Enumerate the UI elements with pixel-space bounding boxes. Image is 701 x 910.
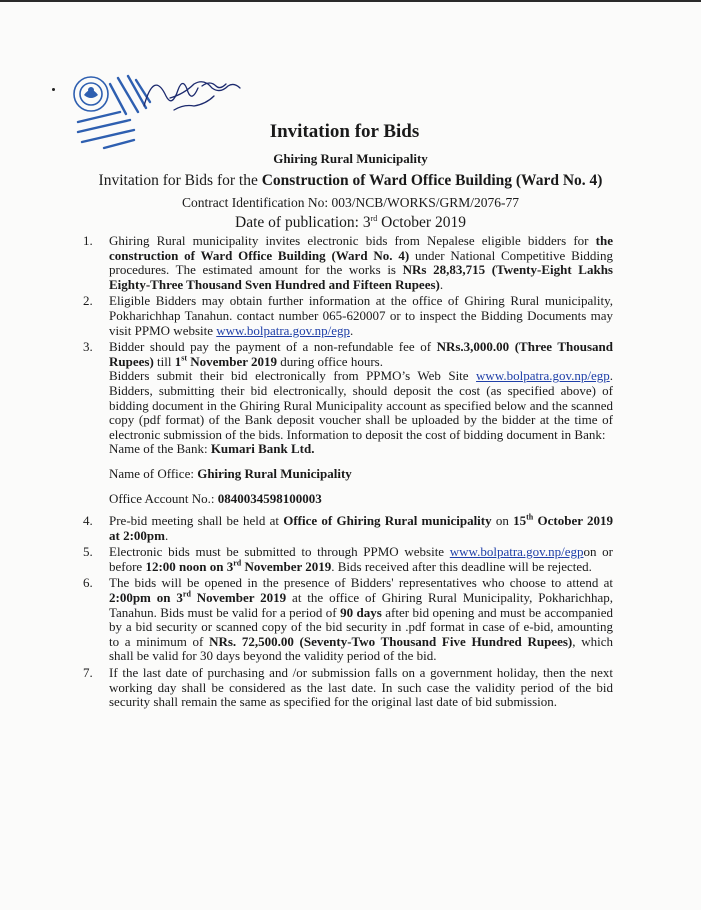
deadline-sup: rd bbox=[233, 558, 242, 568]
item-text: , which shall be valid for 30 days beyond the validity period of the bid. bbox=[109, 633, 613, 664]
item-text: under National Competitive Bidding procedures. The estimated amount for the works is bbox=[109, 247, 613, 278]
account-label: Office Account No.: bbox=[109, 490, 218, 506]
office-label: Name of Office: bbox=[109, 465, 198, 481]
bid-item-1 bbox=[83, 234, 613, 292]
opening-time: 2:00pm on 3 bbox=[109, 590, 183, 606]
ifb-prefix: Invitation for Bids for the bbox=[98, 172, 262, 189]
item-text: Pre-bid meeting shall be held at bbox=[109, 513, 284, 529]
prebid-venue: Office of Ghiring Rural municipality bbox=[283, 513, 492, 529]
bid-item-6 bbox=[83, 576, 613, 664]
item-text: at the office of Ghiring Rural Municipality, Pokharichhap, Tanahun. Bids must be valid for a period of bbox=[109, 590, 613, 620]
fee-date-rest: November 2019 bbox=[187, 353, 278, 369]
office-name-line bbox=[109, 467, 613, 482]
publication-sup: rd bbox=[370, 213, 378, 223]
ppmo-link[interactable]: www.bolpatra.gov.np/egp bbox=[216, 322, 350, 338]
deadline-rest: November 2019 bbox=[241, 558, 332, 574]
item-text: Ghiring Rural municipality invites electronic bids from Nepalese eligible bidders for bbox=[109, 233, 596, 248]
item-text: Bidders submit their bid electronically from PPMO’s Web Site bbox=[109, 368, 477, 384]
signature bbox=[140, 66, 250, 114]
account-line bbox=[109, 492, 613, 507]
bid-item-3 bbox=[83, 340, 613, 506]
bank-value: Kumari Bank Ltd. bbox=[210, 441, 315, 457]
item-number: 1. bbox=[83, 233, 93, 248]
bank-name-line bbox=[109, 442, 613, 457]
publication-prefix: Date of publication: 3 bbox=[235, 214, 371, 231]
prebid-date-rest: October 2019 at 2:00pm bbox=[109, 513, 613, 543]
item-number: 3. bbox=[83, 339, 93, 355]
page-title: Invitation for Bids bbox=[269, 121, 420, 142]
opening-rest: November 2019 bbox=[190, 590, 287, 606]
bid-items-list bbox=[83, 234, 613, 710]
fee-date-sup: st bbox=[181, 353, 188, 363]
bid-security-amount: NRs. 72,500.00 (Seventy-Two Thousand Five Hundred Rupees) bbox=[209, 633, 573, 649]
deadline-time: 12:00 noon on 3 bbox=[145, 558, 234, 574]
organization-name: Ghiring Rural Municipality bbox=[273, 151, 428, 166]
item-text: If the last date of purchasing and /or submission falls on a government holiday, then the next working day shall be considered as the last date. In such case the validity period of the bid security shall remain the same as specified for the original last date of bid submission. bbox=[109, 665, 613, 710]
bid-item-4 bbox=[83, 514, 613, 543]
estimated-amount: NRs 28,83,715 (Twenty-Eight Lakhs Eighty-Three Thousand Sven Hundred and Fifteen Rupees) bbox=[109, 262, 613, 292]
ifb-heading bbox=[0, 172, 701, 190]
ppmo-link[interactable]: www.bolpatra.gov.np/egp bbox=[449, 544, 584, 560]
item-number: 5. bbox=[83, 544, 93, 560]
item-text: on bbox=[491, 513, 514, 529]
bid-item-5 bbox=[83, 545, 613, 574]
item-text: The bids will be opened in the presence of Bidders' representatives who choose to attend at bbox=[109, 575, 613, 591]
bid-item-2 bbox=[83, 294, 613, 338]
item-text: . bbox=[349, 322, 354, 338]
ppmo-link[interactable]: www.bolpatra.gov.np/egp bbox=[476, 368, 610, 384]
ifb-project: Construction of Ward Office Building (Ward No. 4) bbox=[261, 172, 603, 189]
item-number: 2. bbox=[83, 293, 93, 309]
item-3-detail bbox=[109, 369, 613, 442]
item-text: . bbox=[439, 276, 444, 292]
validity-days: 90 days bbox=[340, 604, 382, 620]
item-text: till bbox=[153, 353, 175, 369]
publication-date bbox=[0, 214, 701, 232]
item-text: after bid opening and must be accompanied by a bid security or scanned copy of the bid security in .pdf format in case of e-bid, amounting to a minimum of bbox=[109, 604, 614, 649]
item-number: 7. bbox=[83, 665, 93, 681]
bid-item-7 bbox=[83, 666, 613, 710]
item-text: . Bidders, submitting their bid electronically, should deposit the cost (as specified above) of bidding document in the Ghiring Rural Municipality account as specified below and the scanned copy (pdf format) of the Bank deposit voucher shall be uploaded by the bidder at the time of electronic submission of the bids. Information to deposit the cost of bidding document in Bank: bbox=[109, 368, 613, 442]
bank-label: Name of the Bank: bbox=[109, 441, 211, 457]
speck bbox=[52, 88, 55, 91]
contract-id: Contract Identification No: 003/NCB/WORKS/GRM/2076-77 bbox=[181, 195, 520, 210]
item-bold: the construction of Ward Office Building (Ward No. 4) bbox=[109, 233, 613, 263]
office-value: Ghiring Rural Municipality bbox=[197, 465, 352, 481]
fee-amount: NRs.3,000.00 (Three Thousand Rupees) bbox=[109, 339, 613, 369]
opening-sup: rd bbox=[182, 589, 191, 599]
fee-date-day: 1 bbox=[174, 353, 182, 369]
item-text: Eligible Bidders may obtain further information at the office of Ghiring Rural municipality, Pokharichhap Tanahun. contact number 065-620007 or to inspect the Bidding Documents may visit PPMO website bbox=[109, 293, 613, 338]
prebid-day: 15 bbox=[513, 513, 527, 529]
prebid-sup: th bbox=[526, 512, 534, 522]
item-number: 4. bbox=[83, 513, 93, 529]
publication-suffix: October 2019 bbox=[377, 214, 466, 231]
item-text: during office hours. bbox=[277, 353, 383, 369]
item-text: . Bids received after this deadline will be rejected. bbox=[331, 558, 592, 574]
item-text: on or before bbox=[109, 544, 613, 574]
item-text: . bbox=[164, 527, 169, 543]
account-value: 0840034598100003 bbox=[217, 490, 322, 506]
item-number: 6. bbox=[83, 575, 93, 591]
item-text: Bidder should pay the payment of a non-refundable fee of bbox=[109, 339, 437, 355]
page-top-border bbox=[0, 0, 701, 2]
item-text: Electronic bids must be submitted to through PPMO website bbox=[109, 544, 450, 560]
